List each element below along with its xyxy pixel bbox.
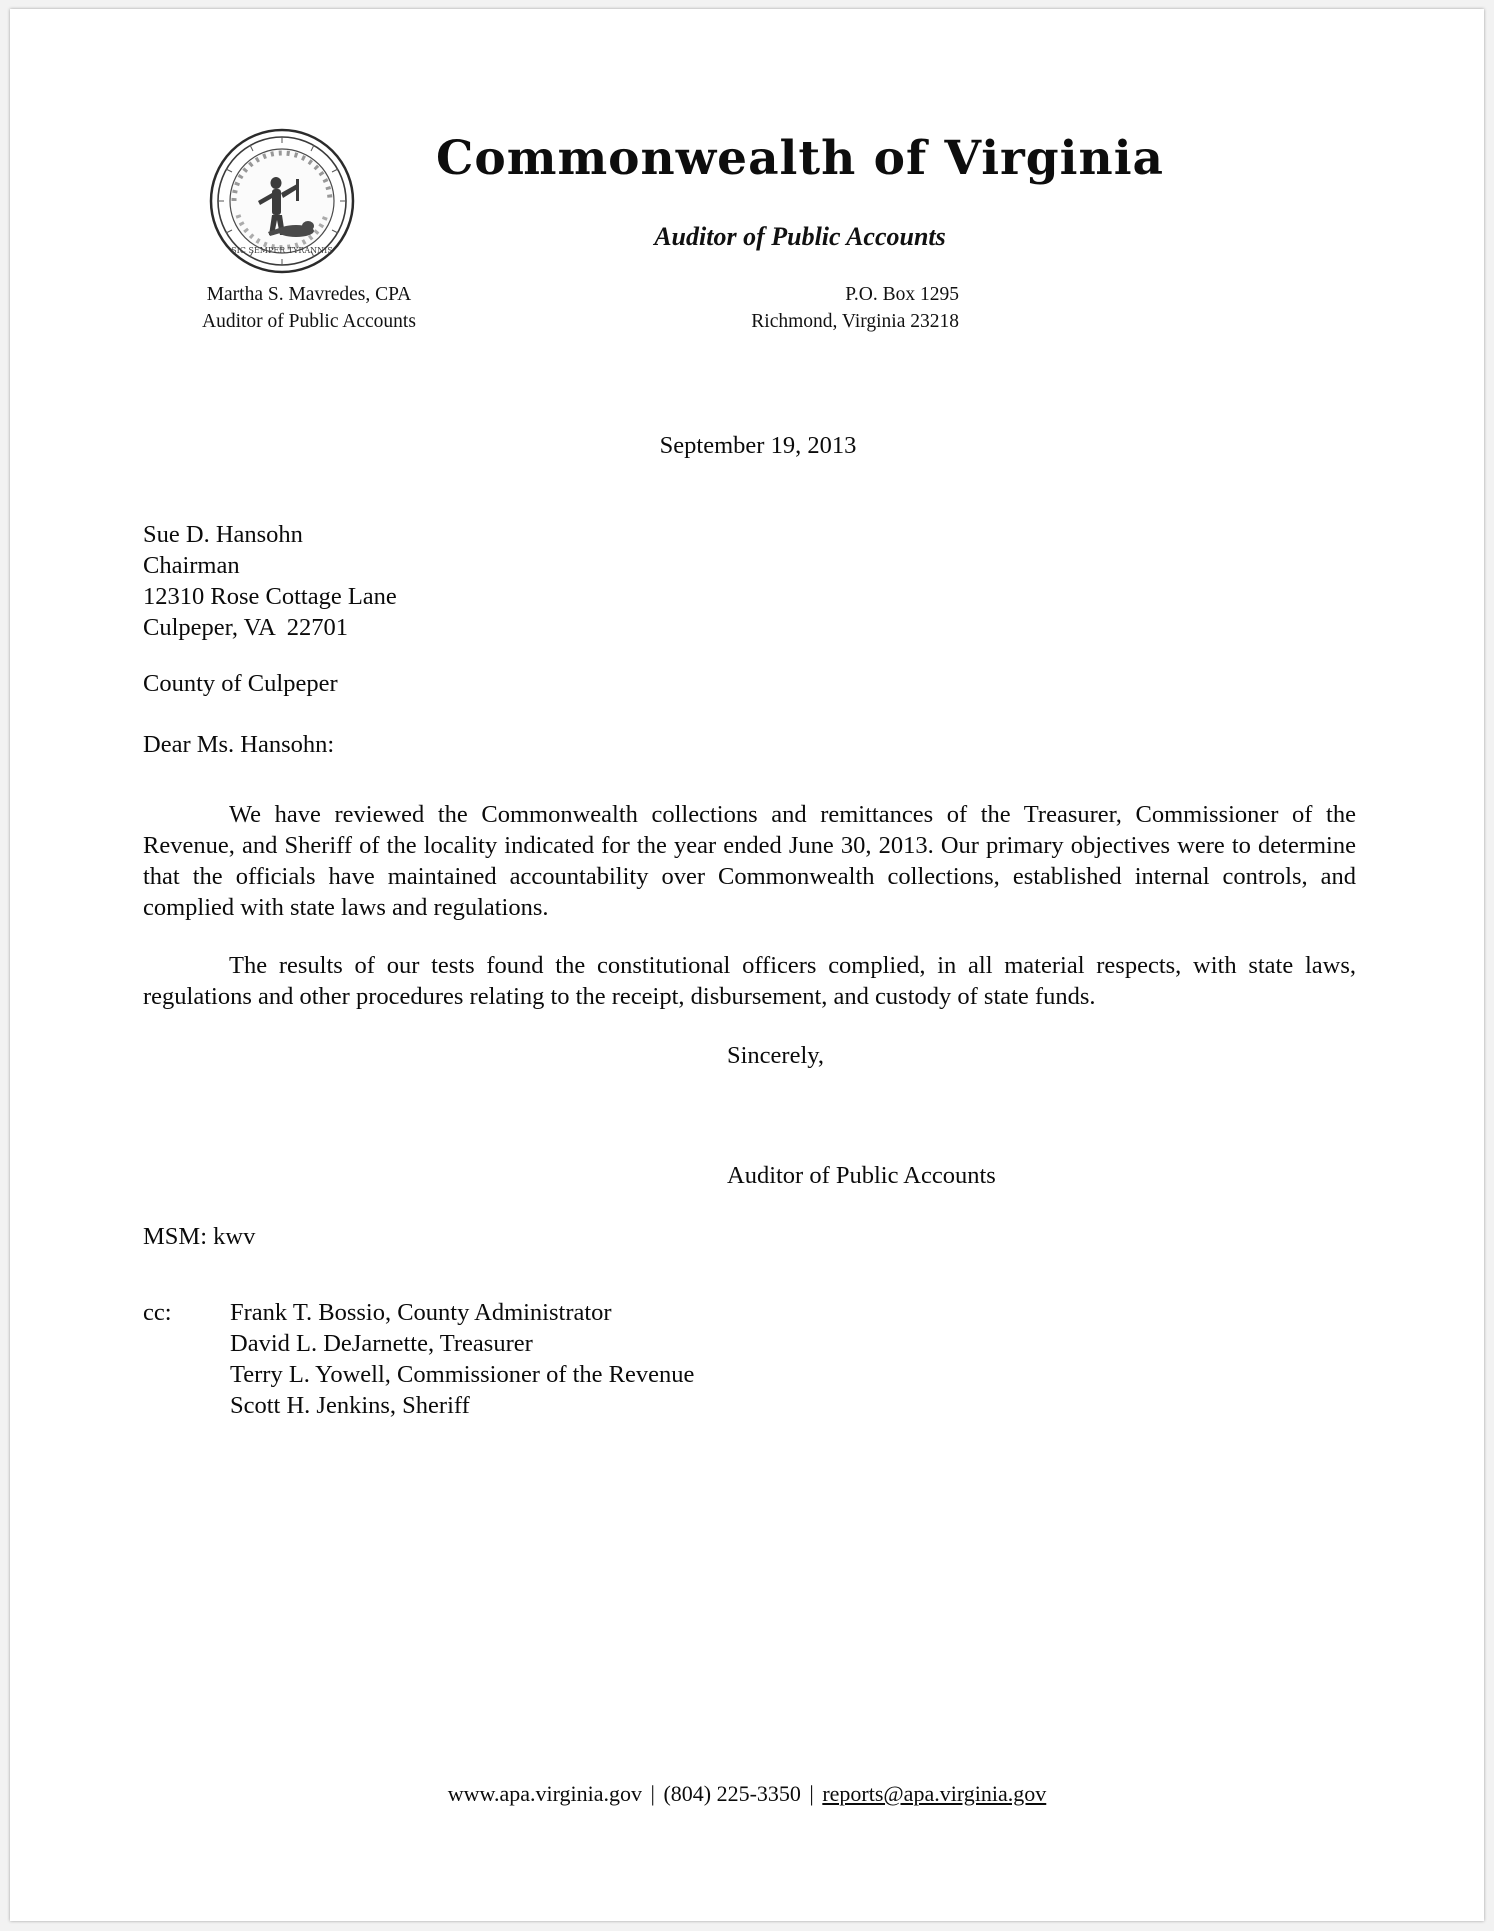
typist-initials: MSM: kwv [143, 1223, 256, 1250]
virginia-state-seal-icon [208, 127, 356, 275]
recipient-city-state-zip: Culpeper, VA 22701 [143, 614, 349, 641]
letterhead-officer-block [202, 281, 416, 335]
cc-list [230, 1297, 694, 1421]
entity-name: County of Culpeper [143, 670, 338, 697]
cc-recipient: Terry L. Yowell, Commissioner of the Revenue [230, 1361, 695, 1388]
letter-date: September 19, 2013 [659, 432, 857, 459]
footer-email-link[interactable]: reports@apa.virginia.gov [822, 1781, 1047, 1806]
recipient-title: Chairman [143, 552, 240, 579]
cc-recipient: David L. DeJarnette, Treasurer [230, 1330, 533, 1357]
salutation: Dear Ms. Hansohn: [143, 731, 335, 758]
paragraph-1: We have reviewed the Commonwealth collections and remittances of the Treasurer, Commissioner of the Revenue, and Sheriff of the locality indicated for the year ended June 30, 2013. Our primary objectives were to determine that the officials have maintained accountability over Commonwealth collections, established internal controls, and complied with state laws and regulations. [143, 801, 1356, 921]
recipient-street: 12310 Rose Cottage Lane [143, 583, 397, 610]
recipient-name: Sue D. Hansohn [143, 521, 303, 548]
cc-recipient: Frank T. Bossio, County Administrator [230, 1299, 612, 1326]
letterhead-subtitle: Auditor of Public Accounts [654, 222, 946, 251]
svg-text:SIC SEMPER TYRANNIS: SIC SEMPER TYRANNIS [231, 246, 333, 255]
address-city: Richmond, Virginia 23218 [751, 311, 959, 332]
footer-separator: | [809, 1781, 814, 1806]
recipient-address [143, 519, 397, 643]
page-footer [10, 1781, 1484, 1807]
cc-label: cc: [143, 1299, 172, 1326]
signature-title: Auditor of Public Accounts [727, 1162, 996, 1189]
letterhead-address-block [751, 281, 959, 335]
footer-separator: | [650, 1781, 655, 1806]
footer-website: www.apa.virginia.gov [447, 1781, 643, 1806]
footer-phone: (804) 225-3350 [663, 1781, 801, 1806]
paragraph-2: The results of our tests found the constitutional officers complied, in all material respects, with state laws, regulations and other procedures relating to the receipt, disbursement, and custody of state funds. [143, 952, 1356, 1010]
letterhead-title: Commonwealth of Virginia [435, 131, 1165, 186]
closing: Sincerely, [727, 1042, 825, 1069]
officer-title: Auditor of Public Accounts [202, 311, 416, 332]
officer-name: Martha S. Mavredes, CPA [206, 284, 412, 305]
letterhead [10, 9, 1484, 332]
letter-sheet [10, 9, 1484, 1921]
cc-recipient: Scott H. Jenkins, Sheriff [230, 1392, 470, 1419]
address-po-box: P.O. Box 1295 [845, 284, 959, 305]
